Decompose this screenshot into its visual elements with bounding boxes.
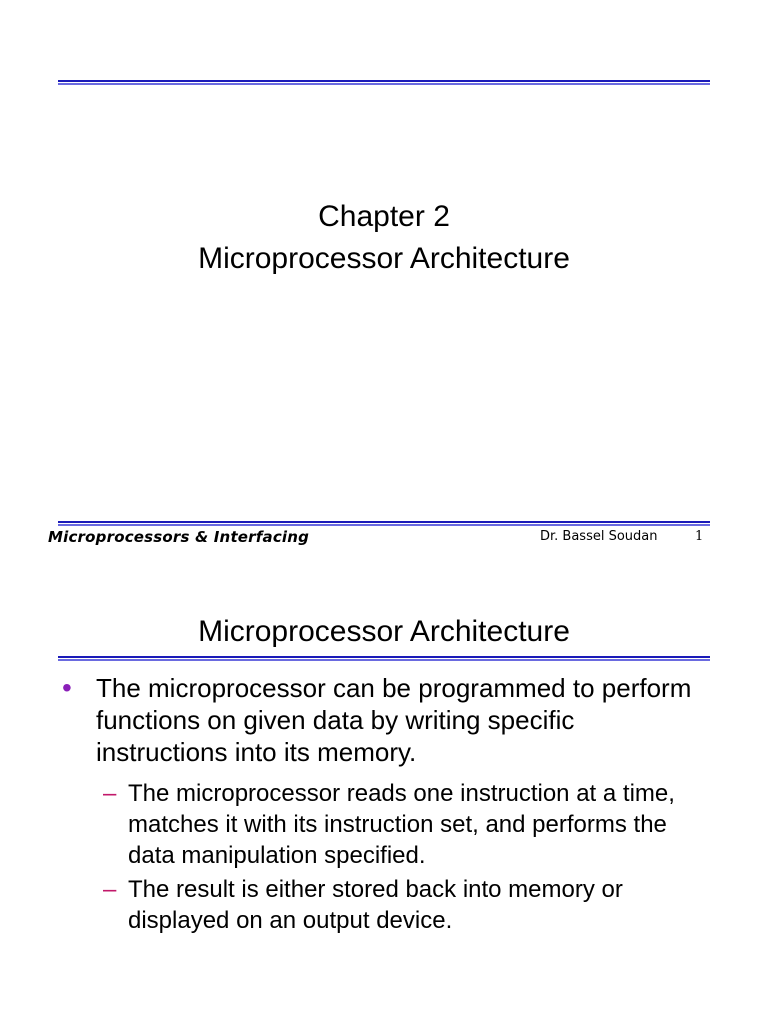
author-name: Dr. Bassel Soudan [540, 529, 658, 544]
slide-title: Microprocessor Architecture [198, 615, 570, 648]
sub-bullet-item: The microprocessor reads one instruction at a time, matches it with its instruction set, and performs the data manipulation specified. [128, 780, 675, 869]
chapter-number: Chapter 2 [318, 200, 450, 233]
dash-icon: – [103, 780, 117, 807]
chapter-title [0, 196, 768, 280]
footer-rule [58, 521, 710, 527]
title-rule [58, 656, 710, 662]
bullet-item: The microprocessor can be programmed to perform functions on given data by writing specific instructions into its memory. [96, 673, 692, 767]
top-rule [58, 80, 710, 86]
dash-icon: – [103, 876, 117, 903]
page-number: 1 [695, 529, 704, 544]
chapter-name: Microprocessor Architecture [198, 242, 570, 275]
course-name: Microprocessors & Interfacing [48, 528, 310, 546]
bullet-icon: • [62, 672, 72, 703]
sub-bullet-item: The result is either stored back into memory or displayed on an output device. [128, 876, 623, 934]
